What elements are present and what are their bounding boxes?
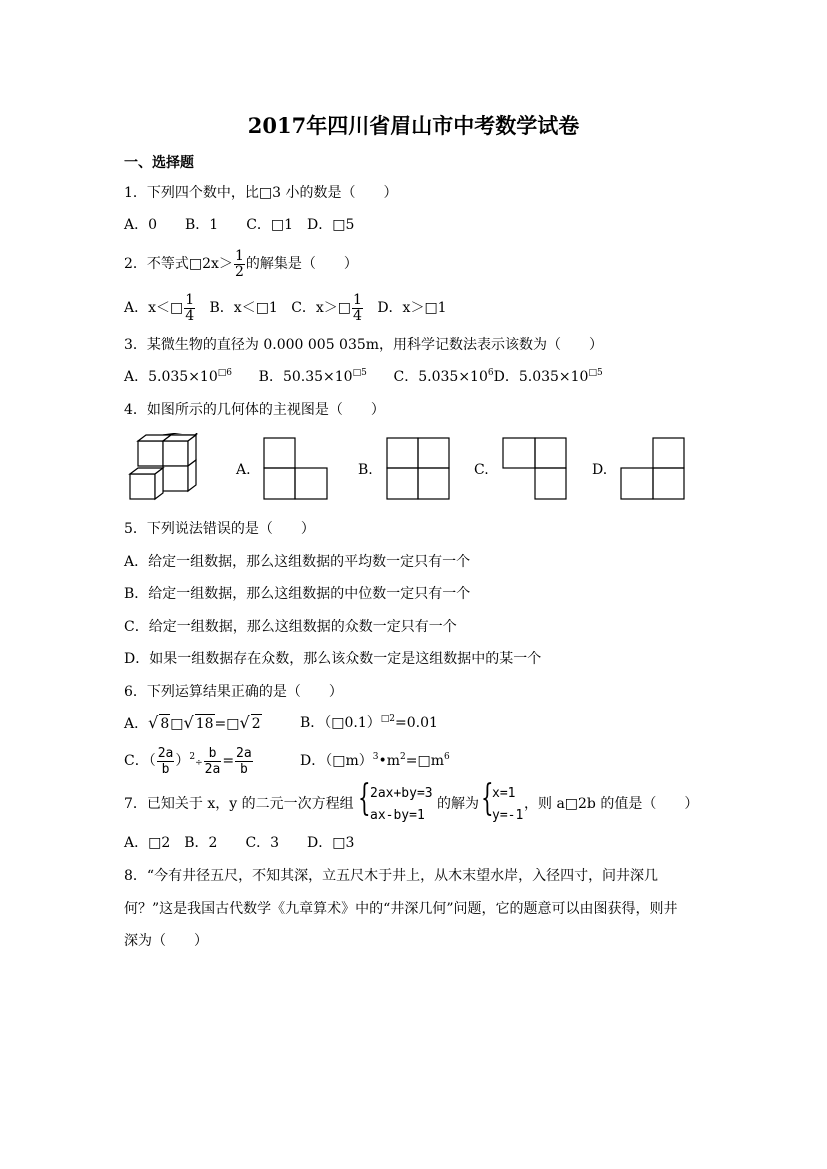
q2-options xyxy=(124,290,447,326)
q2-option-d: D．x＞□1 xyxy=(377,300,447,316)
q7-stem-mid: 的解为 xyxy=(437,796,479,812)
q7-stem-pre: 7．已知关于 x，y 的二元一次方程组 xyxy=(124,796,354,812)
q7-solution-1: x=1 xyxy=(492,786,516,801)
q6-option-c: C．（ $\frac{2a}{b}$ ）$^2$÷ $\frac{b}{2a}$ = $\frac{2a}{b}$ xyxy=(124,745,252,777)
q4-label-a: A. xyxy=(236,462,251,478)
q2-stem: 2．不等式□2x＞ $\frac{1}{2}$ 的解集是（ ） xyxy=(124,247,358,280)
q4-label-d: D. xyxy=(592,462,608,478)
q7-equation-2: ax-by=1 xyxy=(370,808,425,823)
q6-option-a: A．√ 8□√ 18=□√ 2 xyxy=(124,713,261,732)
page-title: 2017年四川省眉山市中考数学试卷 xyxy=(247,113,580,138)
section-heading: 一、选择题 xyxy=(124,155,194,171)
q4-figure-a xyxy=(263,437,329,500)
q3-options: A．$5.035\times 10^{□6}$ B．$50.35\times 10^{□5}$ C．$5.035\times 10^6D$．$5.035\times 10^{□5}$ xyxy=(124,368,603,385)
q4-label-c: C. xyxy=(474,462,489,478)
q7-equation-1: 2ax+by=3 xyxy=(370,786,433,801)
q6-stem: 6．下列运算结果正确的是（ ） xyxy=(124,684,343,700)
q4-figure-d xyxy=(620,437,686,500)
q5-option-d: D．如果一组数据存在众数，那么该众数一定是这组数据中的某一个 xyxy=(124,651,542,667)
q6-option-b: B．（□0.1）$^{□2}$=0.01 xyxy=(300,714,438,731)
q1-stem: 1．下列四个数中，比□3 小的数是（ ） xyxy=(124,185,398,201)
q1-options: A．0 B．1 C．□1 D．□5 xyxy=(124,217,355,233)
q4-label-b: B. xyxy=(358,462,373,478)
q2-option-c: C．x＞□ $\frac{1}{4}$ xyxy=(291,291,362,324)
q8-line-3: 深为（ ） xyxy=(124,933,208,949)
solid-figure xyxy=(126,433,202,503)
q4-stem: 4．如图所示的几何体的主视图是（ ） xyxy=(124,402,385,418)
q4-figure-c xyxy=(502,437,568,500)
q7-system-brace: { xyxy=(358,778,371,819)
q8-line-1: 8．“今有井径五尺，不知其深，立五尺木于井上，从木末望水岸，入径四寸，问井深几 xyxy=(124,868,659,884)
q2-option-b: B．x＜□1 xyxy=(209,300,278,316)
q5-stem: 5．下列说法错误的是（ ） xyxy=(124,521,315,537)
q5-option-a: A．给定一组数据，那么这组数据的平均数一定只有一个 xyxy=(124,554,471,570)
q2-option-a: A．x＜□ $\frac{1}{4}$ xyxy=(124,291,195,324)
q5-option-c: C．给定一组数据，那么这组数据的众数一定只有一个 xyxy=(124,619,457,635)
q7-solution-2: y=-1 xyxy=(492,808,524,823)
q7-solution-brace: { xyxy=(481,778,494,819)
q7-stem-post: ，则 a□2b 的值是（ ） xyxy=(524,796,699,812)
q3-stem: 3．某微生物的直径为 0.000 005 035m，用科学记数法表示该数为（ ） xyxy=(124,337,604,353)
q8-line-2: 何？”这是我国古代数学《九章算术》中的“井深几何”问题，它的题意可以由图获得，则井 xyxy=(124,901,678,917)
q4-figure-b xyxy=(386,437,450,500)
q7-options: A．□2 B．2 C．3 D．□3 xyxy=(124,835,355,851)
q6-option-d: D．$(□m)^3•m^2=□m^6$ xyxy=(300,752,450,769)
q5-option-b: B．给定一组数据，那么这组数据的中位数一定只有一个 xyxy=(124,586,471,602)
